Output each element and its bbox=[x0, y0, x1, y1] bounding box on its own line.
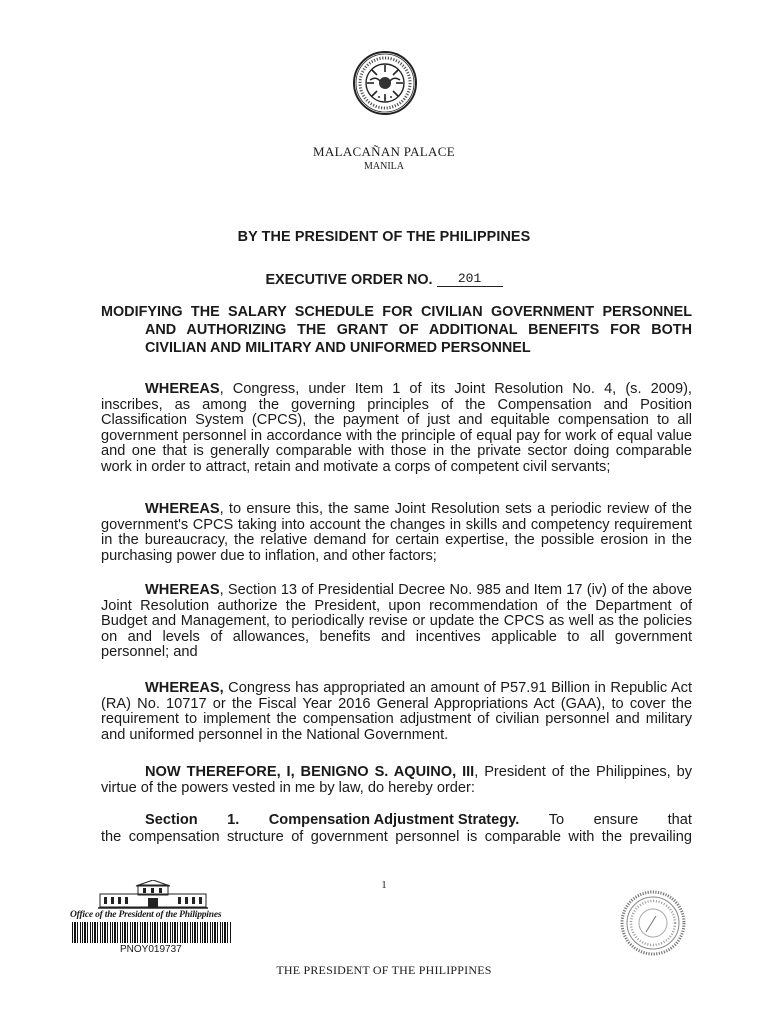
now-therefore-paragraph bbox=[101, 765, 692, 796]
malacanang-building-icon bbox=[98, 880, 208, 910]
page-number: 1 bbox=[381, 879, 387, 891]
whereas-paragraph-2 bbox=[101, 502, 692, 564]
paragraph-lead: WHEREAS bbox=[145, 501, 220, 517]
dry-seal-stamp bbox=[620, 890, 686, 956]
paragraph-lead: WHEREAS, bbox=[145, 680, 224, 696]
paragraph-text: , Congress, under Item 1 of its Joint Resolution No. 4, (s. 2009), inscribes, as among the governing principles of the Compensation and Position Classification System (CPCS), the payment of just and equitable compensation to all government personnel in accordance with the principle of equal pay for work of equal value and one that is generally comparable with those in the private sector doing comparable work in order to attract, retain and motivate a corps of competent civil servants; bbox=[101, 381, 692, 475]
section-heading: Compensation Adjustment Strategy. bbox=[268, 812, 520, 828]
paragraph-lead: NOW THEREFORE, I, BENIGNO S. AQUINO, III bbox=[145, 764, 475, 780]
by-the-president-line: BY THE PRESIDENT OF THE PHILIPPINES bbox=[237, 229, 531, 245]
paragraph-text: , President of the Philippines, by virtue of the powers vested in me by law, do hereby order: bbox=[101, 764, 692, 796]
office-of-the-president-text: Office of the President of the Philippines bbox=[70, 910, 222, 920]
paragraph-text: Congress has appropriated an amount of P57.91 Billion in Republic Act (RA) No. 10717 or the Fiscal Year 2016 General Appropriations Act (GAA), to cover the requirement to implement the compensation adjustment of civilian personnel and military and uniformed personnel in the National Government. bbox=[101, 680, 692, 743]
section-1-text: the compensation structure of government personnel is comparable with the prevailing bbox=[101, 829, 692, 845]
order-title-line-3: CIVILIAN AND MILITARY AND UNIFORMED PERSONNEL bbox=[145, 339, 531, 356]
order-title bbox=[101, 304, 692, 357]
paragraph-text: , Section 13 of Presidential Decree No. 985 and Item 17 (iv) of the above Joint Resolution authorize the President, upon recommendation of the Department of Budget and Management, to periodically revise or update the CPCS as well as the policies on and levels of allowances, benefits and incentives applicable to all government personnel; and bbox=[101, 582, 692, 661]
paragraph-lead: WHEREAS bbox=[145, 381, 220, 397]
executive-order-label: EXECUTIVE ORDER NO. bbox=[265, 272, 433, 288]
executive-order-heading bbox=[0, 272, 768, 288]
section-1 bbox=[101, 812, 692, 846]
palace-city: MANILA bbox=[364, 161, 404, 172]
section-1-heading-line bbox=[101, 812, 692, 829]
whereas-paragraph-1 bbox=[101, 382, 692, 476]
palace-name: MALACAÑAN PALACE bbox=[313, 144, 455, 159]
paragraph-lead: WHEREAS bbox=[145, 582, 220, 598]
section-word-2: ensure bbox=[593, 812, 639, 828]
whereas-paragraph-3 bbox=[101, 583, 692, 661]
order-title-line-1: MODIFYING THE SALARY SCHEDULE FOR CIVILIAN GOVERNMENT PERSONNEL bbox=[101, 304, 692, 320]
section-label: Section bbox=[145, 812, 198, 828]
order-title-line-2: AND AUTHORIZING THE GRANT OF ADDITIONAL BENEFITS FOR BOTH bbox=[145, 321, 692, 338]
barcode-number: PNOY019737 bbox=[120, 944, 182, 955]
paragraph-text: , to ensure this, the same Joint Resolution sets a periodic review of the government's CPCS taking into account the changes in skills and competency requirement in the bureaucracy, the relative demand for certain expertise, the possible erosion in the purchasing power due to inflation, and other factors; bbox=[101, 501, 692, 564]
section-word-1: To bbox=[548, 812, 565, 828]
document-barcode bbox=[72, 922, 232, 943]
section-word-3: that bbox=[667, 812, 692, 828]
footer-president-text: THE PRESIDENT OF THE PHILIPPINES bbox=[276, 963, 492, 977]
executive-order-number: 201 bbox=[437, 272, 503, 287]
section-number: 1. bbox=[227, 812, 240, 828]
presidential-seal bbox=[352, 50, 418, 116]
whereas-paragraph-4 bbox=[101, 681, 692, 743]
